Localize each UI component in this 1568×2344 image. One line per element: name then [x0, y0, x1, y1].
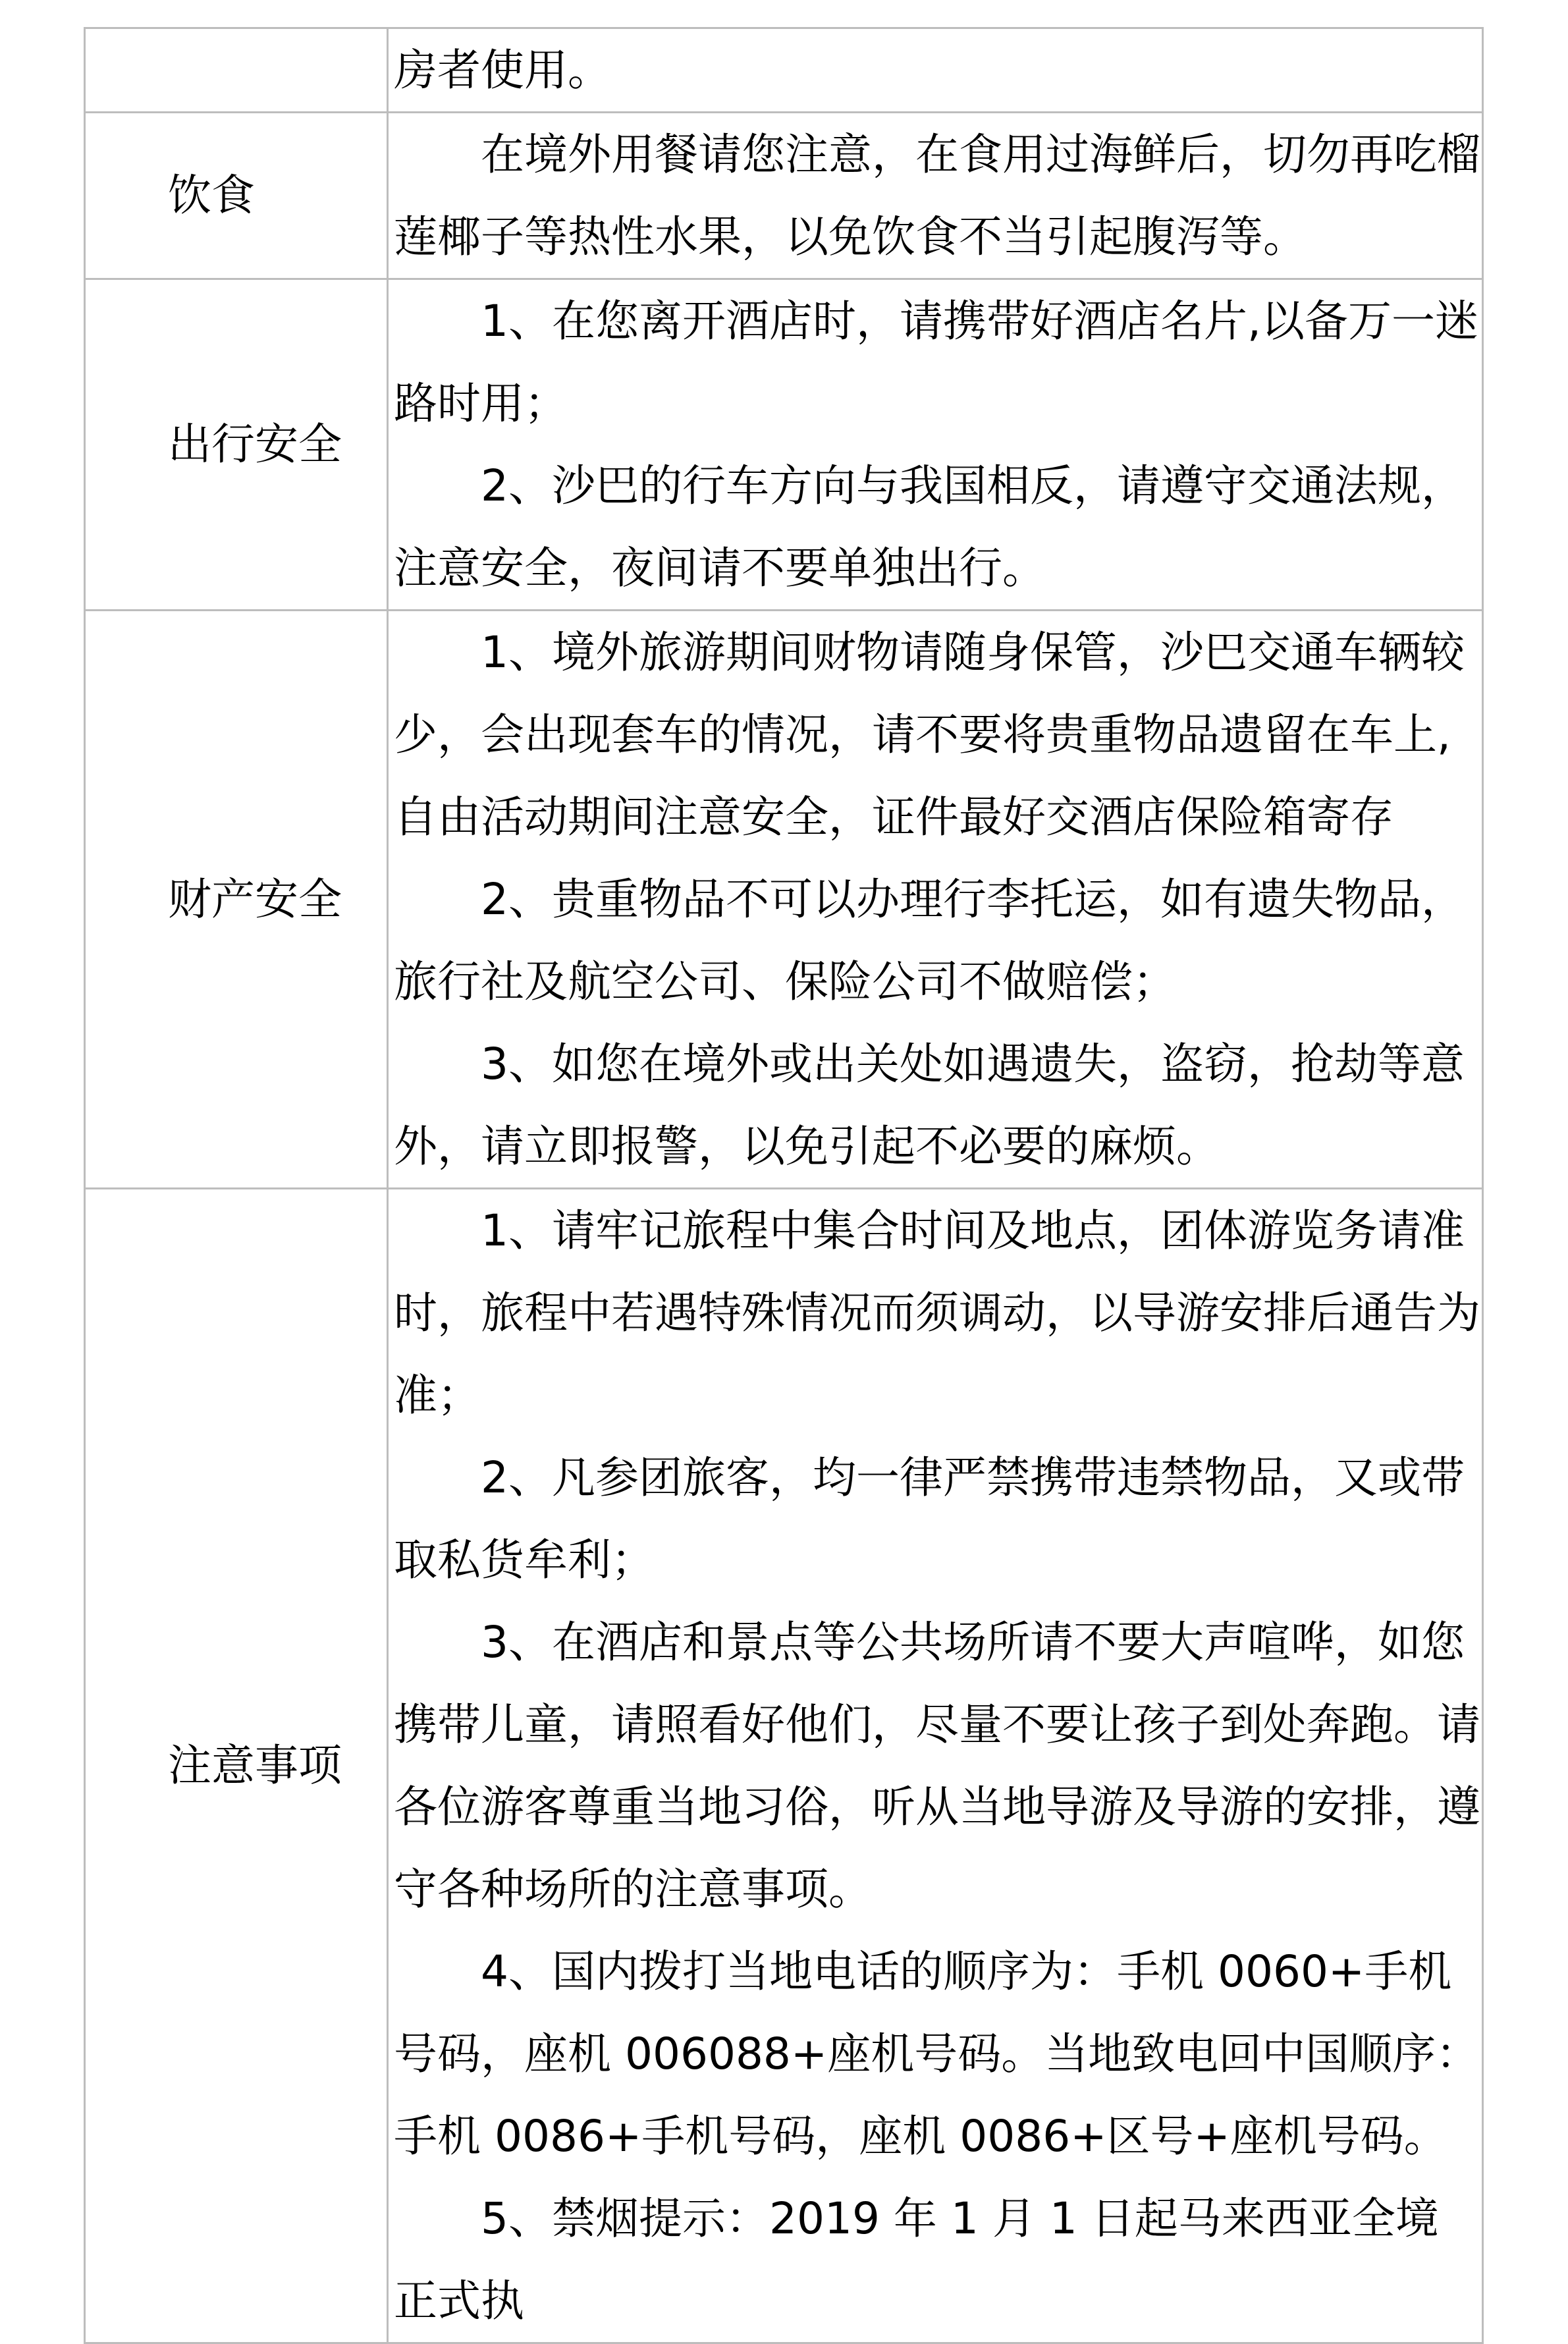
table-row — [85, 28, 1483, 113]
table-row — [85, 279, 1483, 611]
paragraph: 3、在酒店和景点等公共场所请不要大声喧哗，如您携带儿童，请照看好他们，尽量不要让孩子到处奔跑。请各位游客尊重当地习俗，听从当地导游及导游的安排，遵守各种场所的注意事项。 — [394, 1617, 1480, 1915]
row-content-cell — [388, 1189, 1483, 2343]
paragraph: 1、请牢记旅程中集合时间及地点，团体游览务请准时，旅程中若遇特殊情况而须调动，以导游安排后通告为准； — [394, 1205, 1480, 1421]
row-label-cell — [85, 28, 388, 113]
paragraph: 2、沙巴的行车方向与我国相反，请遵守交通法规，注意安全，夜间请不要单独出行。 — [394, 460, 1465, 593]
table-row — [85, 1189, 1483, 2343]
row-label-cell — [85, 279, 388, 611]
paragraph: 1、境外旅游期间财物请随身保管，沙巴交通车辆较少，会出现套车的情况，请不要将贵重物品遗留在车上,自由活动期间注意安全，证件最好交酒店保险箱寄存 — [394, 627, 1465, 842]
row-label: 注意事项 — [168, 1740, 342, 1791]
table-row — [85, 113, 1483, 279]
table-row — [85, 611, 1483, 1189]
row-label-cell — [85, 611, 388, 1189]
row-content-cell — [388, 611, 1483, 1189]
paragraph: 房者使用。 — [394, 45, 611, 95]
row-label-cell — [85, 1189, 388, 2343]
row-content-cell — [388, 279, 1483, 611]
paragraph: 1、在您离开酒店时，请携带好酒店名片,以备万一迷路时用； — [394, 296, 1478, 429]
paragraph: 2、贵重物品不可以办理行李托运，如有遗失物品，旅行社及航空公司、保险公司不做赔偿； — [394, 874, 1465, 1007]
paragraph: 2、凡参团旅客，均一律严禁携带违禁物品，又或带取私货牟利； — [394, 1452, 1465, 1585]
paragraph: 4、国内拨打当地电话的顺序为：手机 0060+手机号码，座机 006088+座机号码。当地致电回中国顺序：手机 0086+手机号码，座机 0086+区号+座机号码。 — [394, 1946, 1480, 2162]
row-label: 饮食 — [168, 170, 255, 221]
travel-notes-table — [84, 27, 1484, 2344]
row-label: 财产安全 — [168, 873, 342, 925]
row-label: 出行安全 — [168, 419, 342, 470]
row-content-cell — [388, 28, 1483, 113]
paragraph: 5、禁烟提示：2019 年 1 月 1 日起马来西亚全境正式执 — [394, 2193, 1439, 2326]
row-content-cell — [388, 113, 1483, 279]
paragraph: 在境外用餐请您注意，在食用过海鲜后，切勿再吃榴莲椰子等热性水果，以免饮食不当引起腹泻等。 — [394, 129, 1480, 262]
paragraph: 3、如您在境外或出关处如遇遗失，盗窃，抢劫等意外，请立即报警，以免引起不必要的麻烦。 — [394, 1039, 1465, 1172]
row-label-cell — [85, 113, 388, 279]
